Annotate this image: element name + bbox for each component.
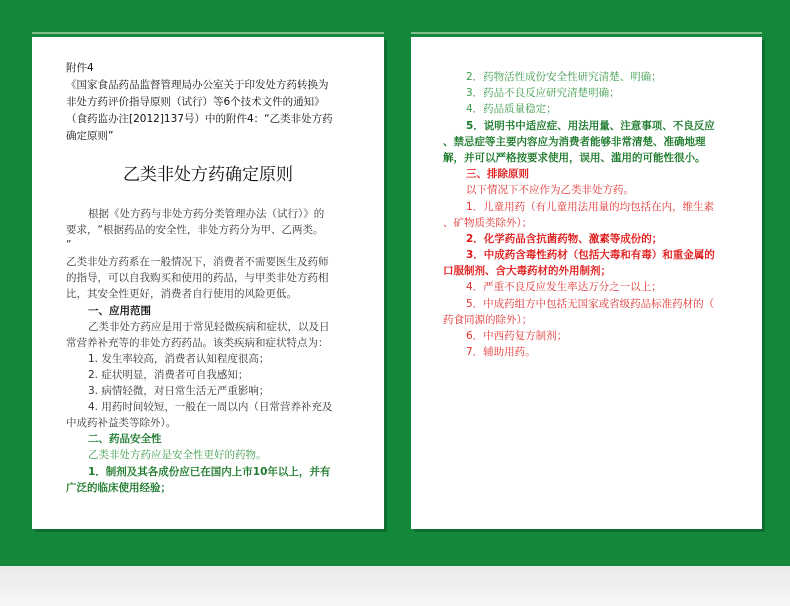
exclusion-item-7: 7．辅助用药。 bbox=[466, 346, 536, 358]
safety-item-5-continued: 、禁忌症等主要内容应为消费者能够非常清楚、准确地理 bbox=[443, 136, 706, 148]
scope-item: 3. 病情轻微，对日常生活无严重影响； bbox=[88, 385, 270, 397]
safety-item-3: 3．药品不良反应研究清楚明确； bbox=[466, 87, 620, 99]
bottom-strip bbox=[0, 566, 790, 606]
attachment-label: 附件4 bbox=[66, 62, 94, 74]
document-title: 乙类非处方药确定原则 bbox=[123, 165, 293, 185]
body-line: 乙类非处方药系在一般情况下，消费者不需要医生及药师 bbox=[66, 256, 329, 268]
body-line: 比，其安全性更好，消费者自行使用的风险更低。 bbox=[66, 288, 297, 300]
exclusion-item-4: 4．严重不良反应发生率达万分之一以上； bbox=[466, 281, 662, 293]
safety-item-4: 4．药品质量稳定； bbox=[466, 103, 557, 115]
scope-item: 2. 症状明显，消费者可自我感知； bbox=[88, 369, 249, 381]
left-page-top-edge bbox=[32, 32, 384, 34]
exclusion-item-1-continued: 、矿物质类除外）； bbox=[443, 217, 533, 229]
section-heading-safety: 二、药品安全性 bbox=[88, 433, 162, 445]
body-line: ” bbox=[66, 239, 72, 251]
body-line: 要求，“根据药品的安全性，非处方药分为甲、乙两类。 bbox=[66, 224, 324, 236]
scope-item-continued: 中成药补益类等除外）。 bbox=[66, 417, 177, 429]
header-line: 非处方药评价指导原则（试行）等6个技术文件的通知》 bbox=[66, 96, 325, 108]
safety-item-2: 2．药物活性成份安全性研究清楚、明确； bbox=[466, 71, 662, 83]
safety-item-5: 5．说明书中适应症、用法用量、注意事项、不良反应 bbox=[466, 120, 715, 132]
exclusion-item-5-continued: 药食同源的除外）； bbox=[443, 314, 533, 326]
section-heading-exclusion: 三、排除原则 bbox=[466, 168, 529, 180]
body-line: 根据《处方药与非处方药分类管理办法（试行）》的 bbox=[88, 208, 325, 220]
exclusion-intro: 以下情况下不应作为乙类非处方药。 bbox=[466, 184, 634, 196]
safety-item-1-continued: 广泛的临床使用经验； bbox=[66, 482, 171, 494]
section-heading-scope: 一、应用范围 bbox=[88, 305, 151, 317]
exclusion-item-5: 5．中成药组方中包括无国家或省级药品标准药材的（ bbox=[466, 298, 715, 310]
header-line: （食药监办注[2012]137号）中的附件4：“乙类非处方药 bbox=[66, 113, 333, 125]
scope-item: 4. 用药时间较短，一般在一周以内（日常营养补充及 bbox=[88, 401, 333, 413]
scope-item: 1. 发生率较高，消费者认知程度很高； bbox=[88, 353, 270, 365]
safety-intro: 乙类非处方药应是安全性更好的药物。 bbox=[88, 449, 267, 461]
scope-line: 常营养补充等的非处方药药品。该类疾病和症状特点为： bbox=[66, 337, 329, 349]
exclusion-item-1: 1．儿童用药（有儿童用法用量的均包括在内，维生素 bbox=[466, 201, 715, 213]
body-line: 的指导，可以自我购买和使用的药品，与甲类非处方药相 bbox=[66, 272, 329, 284]
exclusion-item-6: 6．中西药复方制剂； bbox=[466, 330, 568, 342]
exclusion-item-3-continued: 口服制剂、含大毒药材的外用制剂； bbox=[443, 265, 611, 277]
header-line: 《国家食品药品监督管理局办公室关于印发处方药转换为 bbox=[66, 79, 329, 91]
scope-line: 乙类非处方药应是用于常见轻微疾病和症状，以及日 bbox=[88, 321, 330, 333]
safety-item-5-continued: 解，并可以严格按要求使用，误用、滥用的可能性很小。 bbox=[443, 152, 706, 164]
safety-item-1: 1．制剂及其各成份应已在国内上市10年以上，并有 bbox=[88, 466, 331, 478]
right-page-top-edge bbox=[411, 32, 762, 34]
exclusion-item-3: 3．中成药含毒性药材（包括大毒和有毒）和重金属的 bbox=[466, 249, 715, 261]
exclusion-item-2: 2．化学药品含抗菌药物、激素等成份的； bbox=[466, 233, 663, 245]
header-line: 确定原则” bbox=[66, 130, 114, 142]
